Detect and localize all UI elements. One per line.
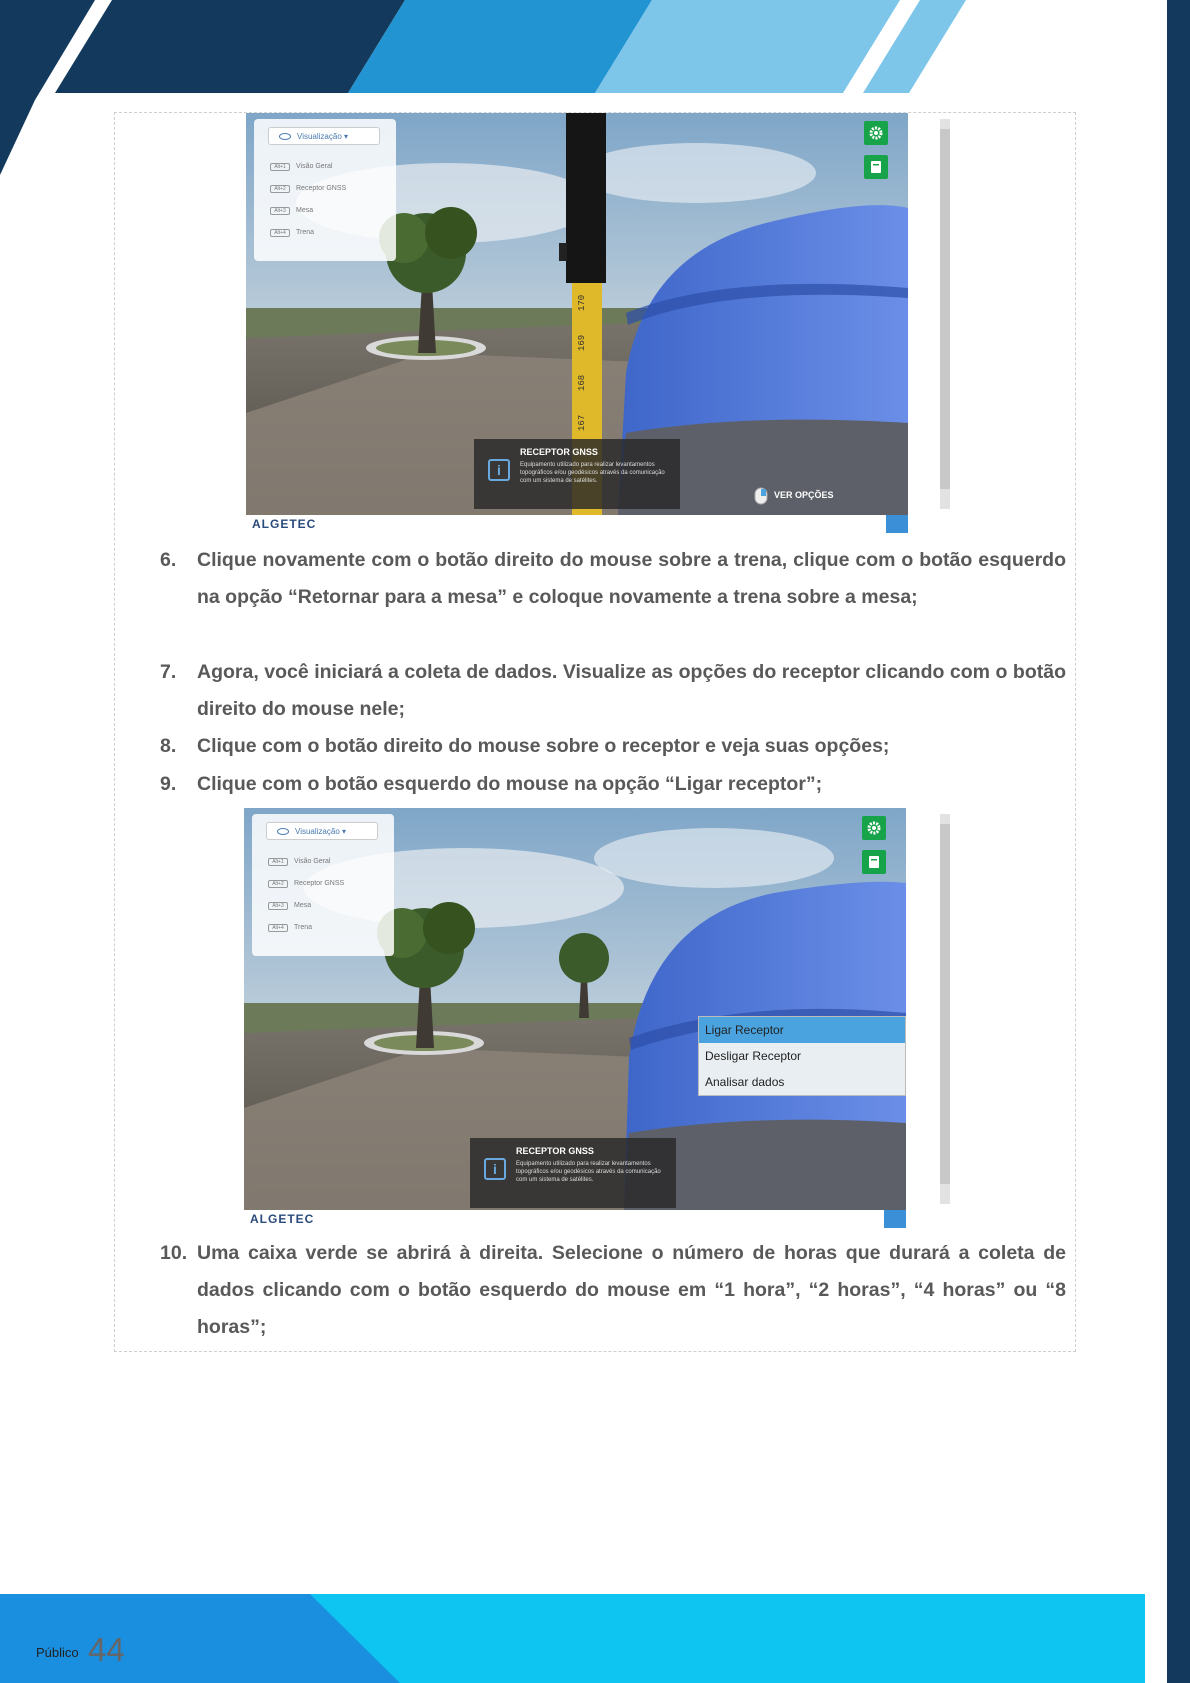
view-item-trena[interactable]	[260, 918, 388, 938]
notebook-button[interactable]	[864, 155, 888, 179]
algetec-logo: ALGETEC	[250, 1212, 315, 1226]
info-title: RECEPTOR GNSS	[520, 447, 598, 457]
gear-icon	[867, 821, 881, 835]
gear-icon	[869, 126, 883, 140]
mouse-icon	[754, 487, 768, 505]
header-stripe	[0, 100, 40, 180]
view-item-receptor[interactable]	[262, 179, 390, 199]
see-options-label: VER OPÇÕES	[774, 490, 834, 500]
step-8	[160, 728, 1066, 765]
view-item-label: Visão Geral	[294, 858, 331, 865]
step-7	[160, 654, 1066, 728]
footer-band	[0, 1594, 1145, 1683]
receptor-context-menu	[698, 1016, 906, 1096]
scene-3d	[244, 808, 906, 1210]
view-item-label: Trena	[294, 924, 313, 931]
info-title: RECEPTOR GNSS	[516, 1146, 594, 1156]
notebook-button[interactable]	[862, 850, 886, 874]
step-text: Agora, você iniciará a coleta de dados. Visualize as opções do receptor clicando com o botão direito do mouse nele;	[197, 661, 1066, 720]
eye-icon	[277, 828, 289, 835]
eye-icon	[279, 133, 291, 140]
shortcut-key: Alt+2	[270, 185, 290, 193]
shortcut-key: Alt+3	[270, 207, 290, 215]
info-description: Equipamento utilizado para realizar levantamentos topográficos e/ou geodésicos através da comunicação com um sistema de satélites.	[516, 1161, 661, 1183]
screenshot-footer	[244, 1210, 952, 1228]
footer-button[interactable]	[884, 1210, 906, 1228]
algetec-logo: ALGETEC	[252, 517, 317, 531]
view-item-label: Trena	[296, 229, 315, 236]
visualization-title: Visualização	[295, 827, 340, 836]
step-text: Uma caixa verde se abrirá à direita. Selecione o número de horas que durará a coleta de dados clicando com o botão esquerdo do mouse em “1 hora”, “2 horas”, “4 horas” ou “8 horas”;	[197, 1242, 1066, 1338]
step-10	[160, 1235, 1066, 1346]
tape-label: 167	[577, 414, 587, 431]
page-number: 44	[88, 1631, 125, 1668]
simulator-screenshot-1	[246, 113, 954, 533]
view-item-label: Receptor GNSS	[296, 185, 347, 192]
shortcut-key: Alt+3	[268, 902, 288, 910]
shortcut-key: Alt+1	[270, 163, 290, 171]
notebook-icon	[869, 160, 883, 174]
info-description: Equipamento utilizado para realizar levantamentos topográficos e/ou geodésicos através da comunicação com um sistema de satélites.	[520, 462, 665, 484]
menu-item-ligar-receptor[interactable]: Ligar Receptor	[699, 1017, 905, 1043]
step-number: 10.	[160, 1242, 188, 1264]
step-9	[160, 766, 1066, 803]
visualization-title: Visualização	[297, 132, 342, 141]
notebook-icon	[867, 855, 881, 869]
view-item-overview[interactable]	[262, 157, 390, 177]
see-options-hint[interactable]	[754, 485, 844, 507]
shortcut-key: Alt+4	[270, 229, 290, 237]
header-decoration	[0, 0, 1190, 100]
step-number: 8.	[160, 735, 177, 757]
menu-item-desligar-receptor[interactable]: Desligar Receptor	[705, 1049, 802, 1063]
info-box	[474, 439, 680, 509]
menu-item-analisar-dados[interactable]: Analisar dados	[705, 1075, 785, 1089]
simulator-screenshot-2	[244, 808, 952, 1228]
shortcut-key: Alt+1	[268, 858, 288, 866]
info-box	[470, 1138, 676, 1208]
tape-label: 169	[577, 334, 587, 351]
view-item-trena[interactable]	[262, 223, 390, 243]
shortcut-key: Alt+4	[268, 924, 288, 932]
view-item-mesa[interactable]	[260, 896, 388, 916]
view-item-overview[interactable]	[260, 852, 388, 872]
shortcut-key: Alt+2	[268, 880, 288, 888]
footer-public-label: Público	[36, 1645, 79, 1660]
tape-label: 168	[577, 374, 587, 391]
settings-button[interactable]	[864, 121, 888, 145]
scrollbar[interactable]	[940, 814, 950, 1204]
view-item-label: Mesa	[296, 207, 314, 214]
settings-button[interactable]	[862, 816, 886, 840]
right-side-bar	[1167, 0, 1190, 1683]
step-number: 6.	[160, 549, 177, 571]
screenshot-footer	[246, 515, 954, 533]
visualization-panel	[254, 119, 396, 261]
visualization-dropdown[interactable]: Visualização ▾	[268, 127, 380, 145]
footer-button[interactable]	[886, 515, 908, 533]
view-item-label: Visão Geral	[296, 163, 333, 170]
tape-label: 170	[577, 294, 587, 311]
view-item-receptor[interactable]	[260, 874, 388, 894]
step-text: Clique novamente com o botão direito do mouse sobre a trena, clique com o botão esquerdo na opção “Retornar para a mesa” e coloque novamente a trena sobre a mesa;	[197, 549, 1066, 608]
step-text: Clique com o botão direito do mouse sobre o receptor e veja suas opções;	[197, 735, 890, 757]
visualization-panel	[252, 814, 394, 956]
scrollbar[interactable]	[940, 119, 950, 509]
visualization-dropdown[interactable]: Visualização ▾	[266, 822, 378, 840]
view-item-label: Mesa	[294, 902, 312, 909]
view-item-label: Receptor GNSS	[294, 880, 345, 887]
step-text: Clique com o botão esquerdo do mouse na opção “Ligar receptor”;	[197, 773, 823, 795]
scrollbar-thumb[interactable]	[940, 824, 950, 1184]
step-6	[160, 542, 1066, 653]
step-number: 9.	[160, 773, 177, 795]
book-info-icon: i	[484, 1158, 506, 1180]
book-info-icon: i	[488, 459, 510, 481]
step-number: 7.	[160, 661, 177, 683]
scrollbar-thumb[interactable]	[940, 129, 950, 489]
view-item-mesa[interactable]	[262, 201, 390, 221]
scene-3d	[246, 113, 908, 515]
